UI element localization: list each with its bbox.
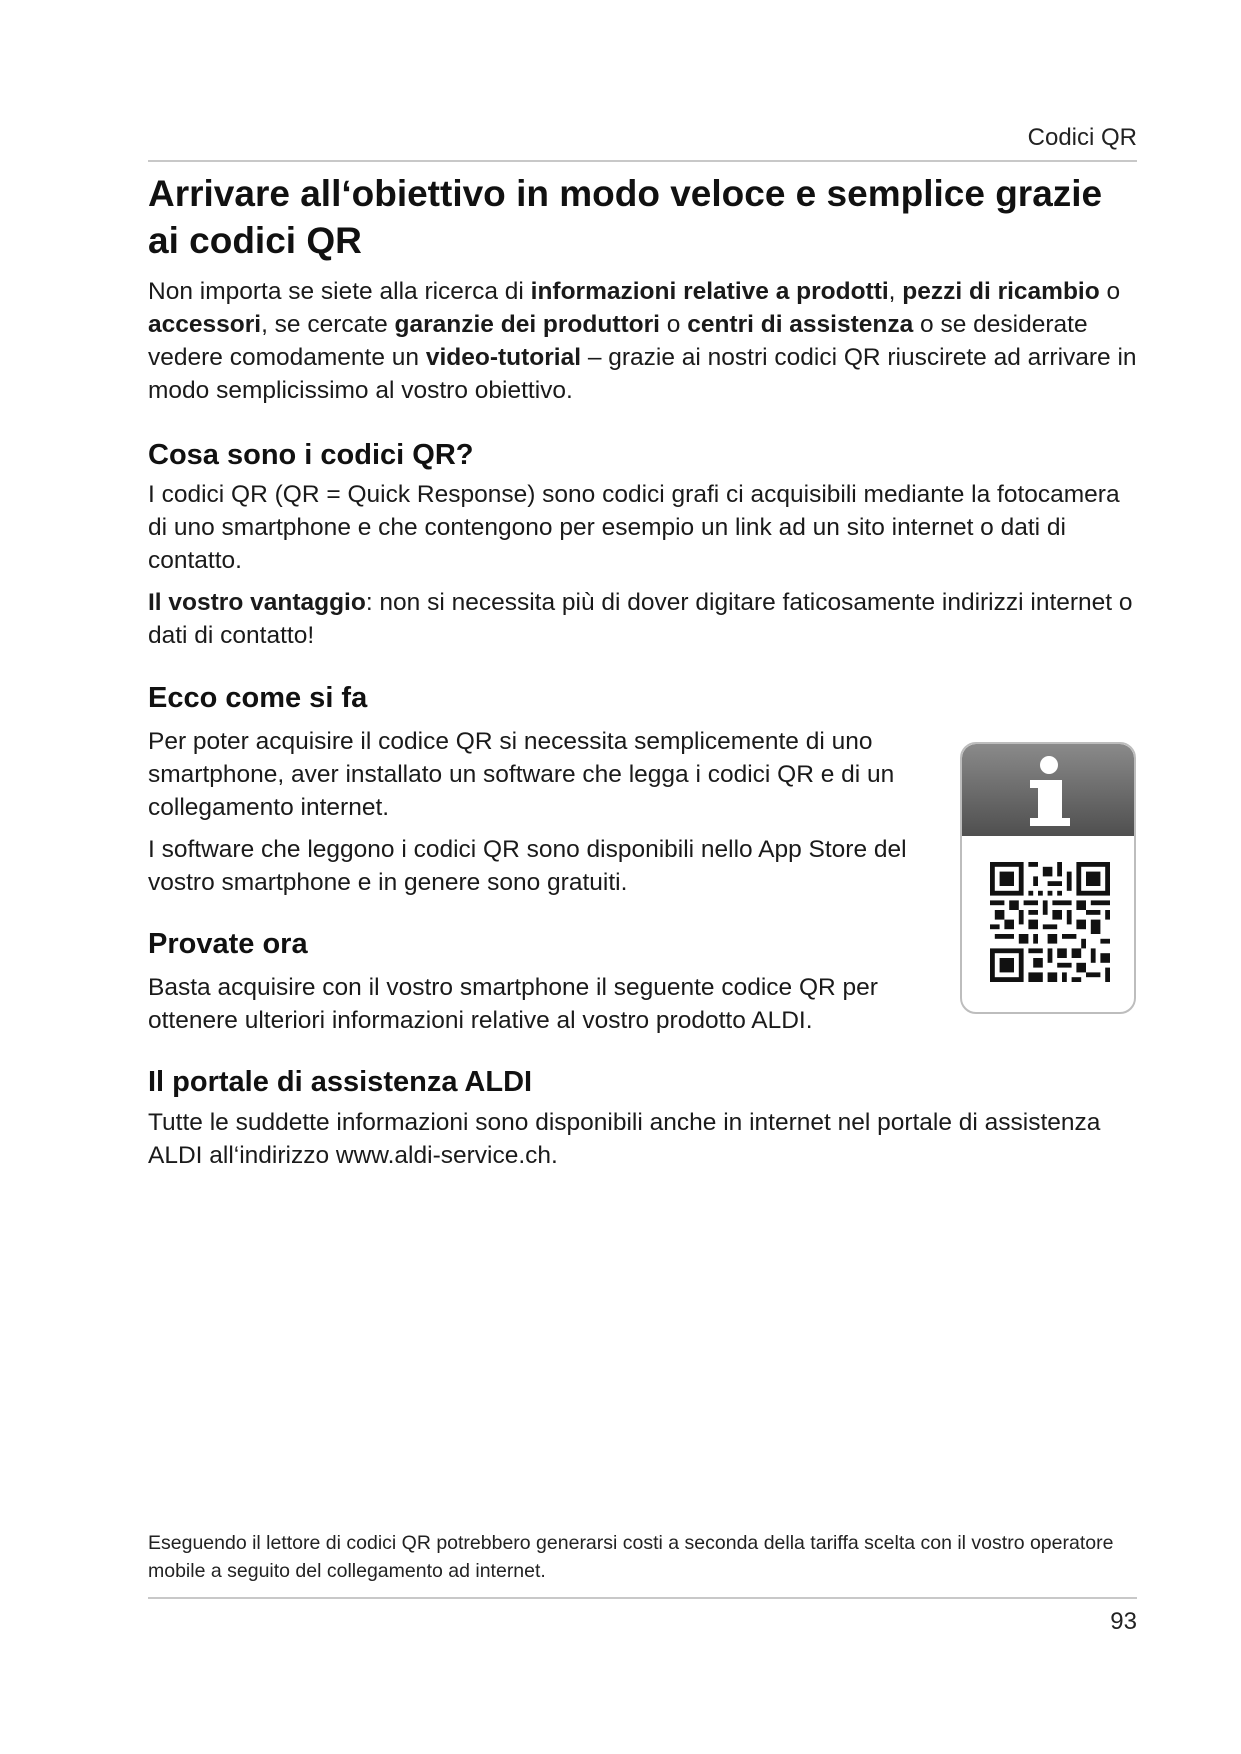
footnote: Eseguendo il lettore di codici QR potrebbero generarsi costi a seconda della tariffa scelta con il vostro operatore mobile a seguito del collegamento ad internet. (148, 1532, 1114, 1582)
qr-info-box (960, 742, 1136, 1014)
section-heading-try-now: Provate ora (148, 928, 308, 960)
section-paragraph: I codici QR (QR = Quick Response) sono codici grafi ci acquisibili mediante la fotocamera di uno smartphone e che contengono per esempio un link ad un sito internet o dati di contatto. (148, 481, 1120, 574)
running-header: Codici QR (1027, 124, 1137, 151)
section-paragraph: Basta acquisire con il vostro smartphone il seguente codice QR per ottenere ulteriori informazioni relative al vostro prodotto ALDI. (148, 974, 878, 1034)
qr-code-icon (990, 862, 1110, 982)
page-title: Arrivare all‘obiettivo in modo veloce e semplice grazie ai codici QR (148, 173, 1103, 261)
section-paragraph: Tutte le suddette informazioni sono disponibili anche in internet nel portale di assistenza ALDI all‘indirizzo www.aldi-service.ch. (148, 1109, 1101, 1169)
section-heading-how-to: Ecco come si fa (148, 682, 368, 714)
intro-paragraph: Non importa se siete alla ricerca di informazioni relative a prodotti, pezzi di ricambio o accessori, se cercate garanzie dei produttori o centri di assistenza o se desiderate vedere comodamente un video-tutorial – grazie ai nostri codici QR riuscirete ad arrivare in modo semplicissimo al vostro obiettivo. (148, 278, 1137, 404)
info-icon (962, 744, 1134, 836)
advantage-paragraph: Il vostro vantaggio: non si necessita più di dover digitare faticosamente indirizzi internet o dati di contatto! (148, 589, 1133, 649)
header-rule (148, 160, 1137, 162)
document-page (148, 0, 1137, 1754)
section-heading-aldi-portal: Il portale di assistenza ALDI (148, 1066, 533, 1098)
section-heading-what-are-qr: Cosa sono i codici QR? (148, 439, 474, 471)
footer-rule (148, 1597, 1137, 1599)
section-paragraph: I software che leggono i codici QR sono disponibili nello App Store del vostro smartphone e in genere sono gratuiti. (148, 836, 907, 896)
page-number: 93 (1110, 1608, 1137, 1635)
section-paragraph: Per poter acquisire il codice QR si necessita semplicemente di uno smartphone, aver installato un software che legga i codici QR e di un collegamento internet. (148, 728, 895, 821)
